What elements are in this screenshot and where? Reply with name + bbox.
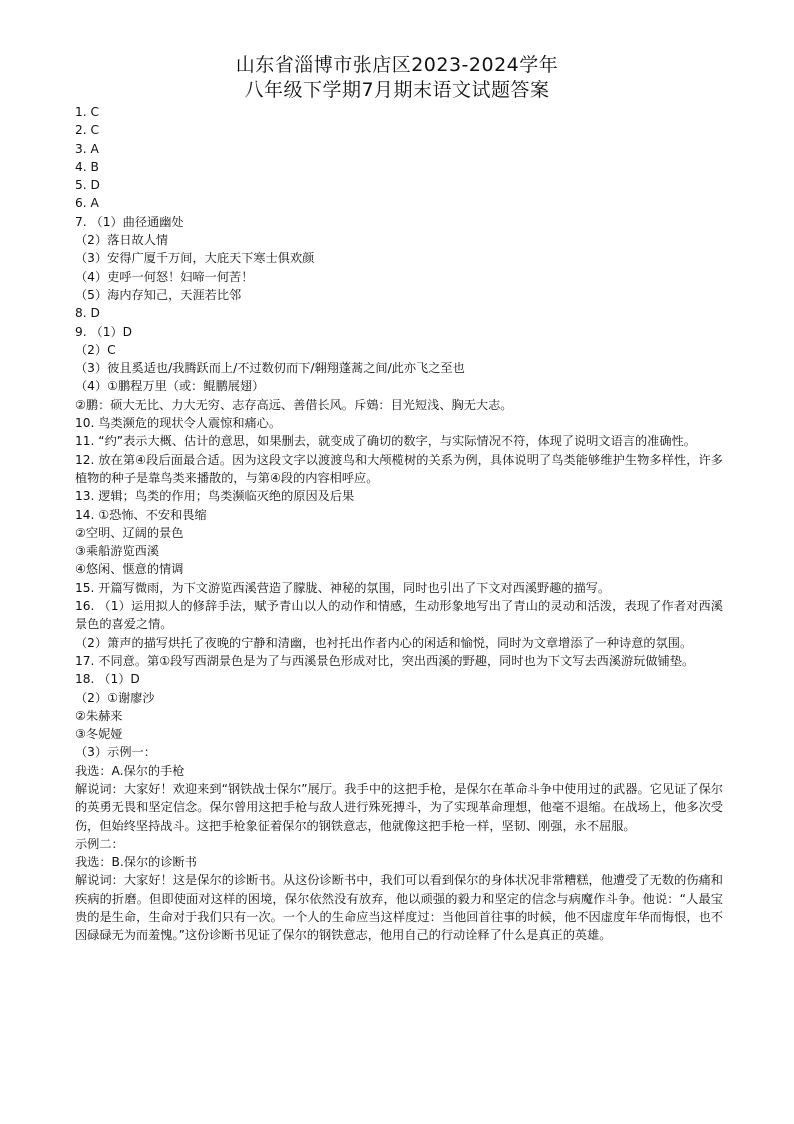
answer-paragraph: 解说词：大家好！这是保尔的诊断书。从这份诊断书中，我们可以看到保尔的身体状况非常糟糕，他遭受了无数的伤痛和疾病的折磨。但即使面对这样的困境，保尔依然没有放弃，他以顽强的毅力和坚定的信念与病魔作斗争。他说：“人最宝贵的是生命，生命对于我们只有一次。一个人的生命应当这样度过：当他回首往事的时候，他不因虚度年华而悔恨，也不因碌碌无为而羞愧。”这份诊断书见证了保尔的钢铁意志，他用自己的行动诠释了什么是真正的英雄。 xyxy=(75,873,723,943)
answer-line: 8. D xyxy=(75,306,100,321)
answer-line: 3. A xyxy=(75,141,99,156)
answer-paragraph: 我选：B.保尔的诊断书 xyxy=(75,855,197,870)
answer-line: （2）落日故人情 xyxy=(75,233,169,248)
answer-paragraph: 解说词：大家好！欢迎来到“钢铁战士保尔”展厅。我手中的这把手枪，是保尔在革命斗争中使用过的武器。它见证了保尔的英勇无畏和坚定信念。保尔曾用这把手枪与敌人进行殊死搏斗，为了实现革命理想，他毫不退缩。在战场上，他多次受伤，但始终坚持战斗。这把手枪象征着保尔的钢铁意志，他就像这把手枪一样，坚韧、刚强，永不屈服。 xyxy=(75,781,723,833)
answer-paragraph: （3）示例一： xyxy=(75,745,156,760)
answer-paragraph: 13. 逻辑；鸟类的作用；鸟类濒临灭绝的原因及后果 xyxy=(75,489,355,504)
answer-line: （4）①鹏程万里（或：鲲鹏展翅） xyxy=(75,379,265,394)
answer-line: 4. B xyxy=(75,159,99,174)
answer-paragraph: 示例二： xyxy=(75,836,124,851)
answer-paragraph: ②空明、辽阔的景色 xyxy=(75,525,184,540)
answer-list xyxy=(75,103,723,945)
answer-line: 5. D xyxy=(75,178,100,193)
answer-line: （2）C xyxy=(75,342,116,357)
answer-line: 10. 鸟类濒危的现状令人震惊和痛心。 xyxy=(75,416,282,431)
answer-paragraph: 17. 不同意。第①段写西湖景色是为了与西溪景色形成对比，突出西溪的野趣，同时也为下文写去西溪游玩做铺垫。 xyxy=(75,653,695,668)
answer-paragraph: ③乘船游览西溪 xyxy=(75,544,160,559)
answer-paragraph: （2）①谢廖沙 xyxy=(75,690,155,705)
answer-line: （5）海内存知己，天涯若比邻 xyxy=(75,287,242,302)
answer-paragraph: 18. （1）D xyxy=(75,672,140,687)
answer-paragraph: 16. （1）运用拟人的修辞手法，赋予青山以人的动作和情感，生动形象地写出了青山的灵动和活泼，表现了作者对西溪景色的喜爱之情。 xyxy=(75,599,723,632)
answer-paragraph: ④悠闲、惬意的情调 xyxy=(75,562,184,577)
answer-paragraph: ③冬妮娅 xyxy=(75,727,123,742)
document-title: 山东省淄博市张店区2023-2024学年 xyxy=(235,54,559,76)
answer-paragraph: 14. ①恐怖、不安和畏缩 xyxy=(75,507,207,522)
answer-line: 9. （1）D xyxy=(75,324,133,339)
answer-paragraph: 12. 放在第④段后面最合适。因为这段文字以渡渡鸟和大颅榄树的关系为例，具体说明了鸟类能够维护生物多样性，许多植物的种子是靠鸟类来播散的，与第④段的内容相呼应。 xyxy=(75,452,723,485)
answer-paragraph: （2）箫声的描写烘托了夜晚的宁静和清幽，也衬托出作者内心的闲适和愉悦，同时为文章增添了一种诗意的氛围。 xyxy=(75,635,693,650)
answer-paragraph: 15. 开篇写微雨，为下文游览西溪营造了朦胧、神秘的氛围，同时也引出了下文对西溪野趣的描写。 xyxy=(75,580,611,595)
answer-line: （3）彼且奚适也/我腾跃而上/不过数仞而下/翱翔蓬蒿之间/此亦飞之至也 xyxy=(75,361,465,376)
answer-paragraph: ②朱赫来 xyxy=(75,708,123,723)
answer-line: 1. C xyxy=(75,105,100,119)
answer-line: 7. （1）曲径通幽处 xyxy=(75,214,184,229)
answer-line: ②鹏：硕大无比、力大无穷、志存高远、善借长风。斥鴳：目光短浅、胸无大志。 xyxy=(75,397,513,412)
document-subtitle: 八年级下学期7月期末语文试题答案 xyxy=(244,79,550,101)
answer-paragraph: 11. “约”表示大概、估计的意思，如果删去，就变成了确切的数字，与实际情况不符，体现了说明文语言的准确性。 xyxy=(75,434,696,449)
answer-paragraph: 我选：A.保尔的手枪 xyxy=(75,763,185,778)
answer-line: 2. C xyxy=(75,123,100,138)
answer-line: 6. A xyxy=(75,196,99,211)
answer-line: （4）吏呼一何怒！妇啼一何苦！ xyxy=(75,269,254,284)
answer-line: （3）安得广厦千万间，大庇天下寒士俱欢颜 xyxy=(75,251,315,266)
